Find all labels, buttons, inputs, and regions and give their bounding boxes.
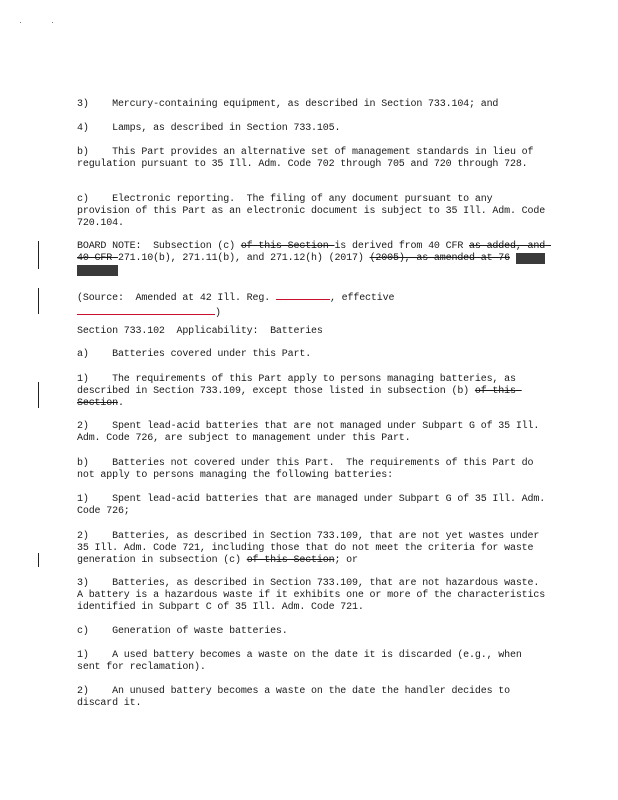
paragraph-b3: 3) Batteries, as described in Section 733.109, that are not hazardous waste. A battery is a hazardous waste if it exhibits one or more of the characteristics identified in Subpart C of 35 Ill. Adm. Code 721. (77, 578, 551, 614)
effective-date-blank (77, 305, 215, 315)
section-heading: Section 733.102 Applicability: Batteries (77, 326, 323, 337)
a1-text: 1) The requirements of this Part apply to persons managing batteries, as described in Section 733.109, except those listed in subsection (b) (77, 374, 522, 398)
source-end: ) (215, 308, 221, 320)
b2-text: 2) Batteries, as described in Section 733.109, that are not yet wastes under 35 Ill. Adm. Code 721, including those that do not meet the criteria for waste generation in subsection (c) (77, 531, 546, 567)
paragraph-a2: 2) Spent lead-acid batteries that are not managed under Subpart G of 35 Ill. Adm. Code 726, are subject to management under this Part. (77, 421, 546, 445)
paragraph-c-electronic: c) Electronic reporting. The filing of any document pursuant to any provision of this Part as an electronic document is subject to 35 Ill. Adm. Code 720.104. (77, 194, 551, 230)
b2-struck: of this Section (246, 555, 335, 567)
board-note-text: 271.10(b), 271.11(b), and 271.12(h) (2017) (117, 253, 370, 265)
paragraph-a4: 4) Lamps, as described in Section 733.105. (77, 123, 341, 134)
board-note-text: is derived from 40 CFR (334, 241, 470, 252)
paragraph-c1: 1) A used battery becomes a waste on the date it is discarded (e.g., when sent for reclamation). (77, 650, 528, 674)
reg-page-blank (276, 290, 330, 300)
b2-end: ; or (334, 555, 358, 567)
paragraph-c2: 2) An unused battery becomes a waste on the date the handler decides to discard it. (77, 686, 516, 710)
board-note-lead: BOARD NOTE: Subsection (c) (77, 241, 241, 252)
paragraph-a-covered: a) Batteries covered under this Part. (77, 349, 312, 360)
board-note (77, 241, 551, 278)
board-note-struck: of this Section (240, 241, 335, 252)
board-note-text (510, 253, 516, 264)
board-note-struck: as added, and 40 CFR (77, 241, 551, 265)
a1-struck: of this Section (77, 386, 522, 410)
a1-end: . (117, 398, 124, 410)
paragraph-b1: 1) Spent lead-acid batteries that are managed under Subpart G of 35 Ill. Adm. Code 726; (77, 494, 551, 518)
paragraph-c-generation: c) Generation of waste batteries. (77, 626, 288, 637)
revision-bar (38, 382, 39, 408)
scan-speck (52, 22, 53, 23)
paragraph-b2 (77, 531, 547, 568)
paragraph-a3: 3) Mercury-containing equipment, as described in Section 733.104; and (77, 99, 499, 110)
paragraph-b-alternative: b) This Part provides an alternative set of management standards in lieu of regulation pursuant to 35 Ill. Adm. Code 702 through 705 and 720 through 728. (77, 147, 540, 171)
source-mid: , effective (329, 293, 395, 304)
source-lead: (Source: Amended at 42 Ill. Reg. (77, 293, 276, 304)
paragraph-b-not-covered: b) Batteries not covered under this Part. The requirements of this Part do not apply to persons managing the following batteries: (77, 458, 540, 482)
source-note (77, 290, 547, 320)
revision-bar (38, 241, 39, 269)
paragraph-a1 (77, 374, 547, 411)
revision-bar (38, 553, 39, 567)
board-note-struck: (2005), as amended at 76 (369, 253, 510, 265)
revision-bar (38, 288, 39, 314)
scan-speck (20, 22, 21, 23)
